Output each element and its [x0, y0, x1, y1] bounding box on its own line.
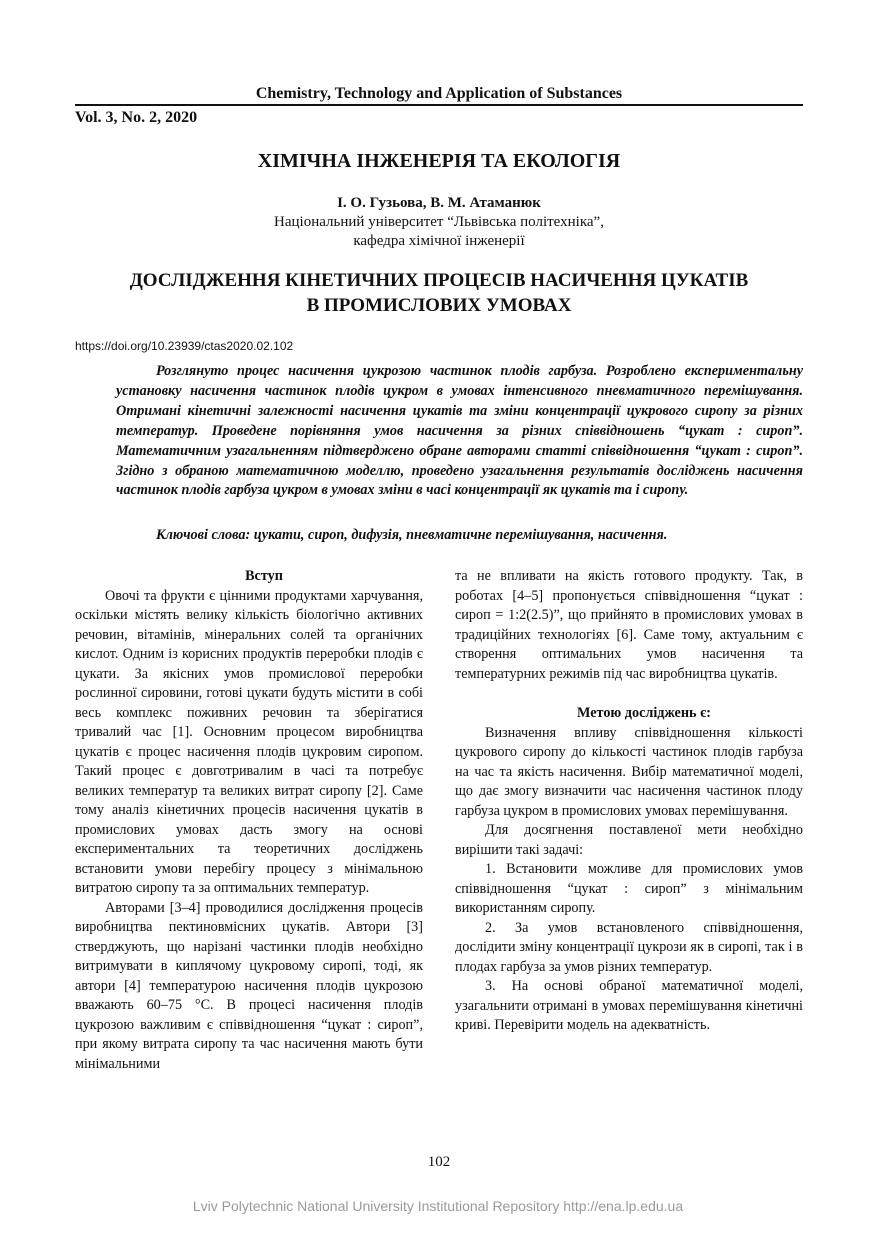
affiliation-line-2: кафедра хімічної інженерії: [353, 233, 525, 249]
repository-footer[interactable]: Lviv Polytechnic National University Institutional Repository http://ena.lp.edu.ua: [192, 1198, 684, 1214]
aims-paragraph-2: Для досягнення поставленої мети необхідно вирішити такі задачі:: [455, 822, 803, 858]
intro-paragraph-3: та не впливати на якість готового продукту. Так, в роботах [4–5] пропонується співвідношення “цукат : сироп = 1:2(2.5)”, що прийнято в промислових умовах в традиційних технологіях [6]. Саме тому, актуальним є створення оптимальних умов насичення та температурних режимів під час виробництва цукатів.: [455, 568, 803, 682]
aims-task-3: 3. На основі обраної математичної моделі, узагальнити отримані в умовах перемішування кінетичні криві. Перевірити модель на адекватність.: [455, 978, 803, 1033]
section-title: ХІМІЧНА ІНЖЕНЕРІЯ ТА ЕКОЛОГІЯ: [257, 150, 621, 172]
doi-link[interactable]: https://doi.org/10.23939/ctas2020.02.102: [75, 339, 294, 353]
journal-title: Chemistry, Technology and Application of Substances: [255, 85, 623, 102]
intro-paragraph-1: Овочі та фрукти є цінними продуктами харчування, оскільки містять велику кількість біологічно активних речовин, вітамінів, мінеральних солей та органічних кислот. Одним із корисних продуктів переробки плодів є цукати. За якісних умов промислової переробки рослинної сировини, готові цукати будуть містити в собі весь комплекс поживних речовин та зберігатися тривалий час [1]. Основним процесом виробництва цукатів є процес насичення плодів цукровим сиропом. Такий процес є довготривалим в часі та потребує великих температур та великих витрат сиропу [2]. Саме тому аналіз кінетичних процесів насичення цукатів в промислових умовах дасть змогу на основі експериментальних та теоретичних досліджень встановити умови перебігу процесу з мінімальною витратою сиропу та за оптимальних температур.: [75, 587, 423, 896]
page-number: 102: [427, 1154, 451, 1170]
affiliation: [75, 213, 803, 251]
volume-info: Vol. 3, No. 2, 2020: [75, 109, 198, 126]
aims-heading: Метою досліджень є:: [577, 705, 711, 721]
paper-title-line-2: В ПРОМИСЛОВИХ УМОВАХ: [306, 295, 572, 316]
left-column: [75, 567, 423, 1074]
keywords: Ключові слова: цукати, сироп, дифузія, пневматичне перемішування, насичення.: [156, 527, 668, 543]
right-column: [455, 567, 803, 1036]
aims-paragraph-1: Визначення впливу співвідношення кількості цукрового сиропу до кількості частинок плодів гарбуза на час та якість насичення. Вибір математичної моделі, що дає змогу визначити час насичення частинок плоду гарбуза цукром в промислових умовах перемішування.: [455, 724, 803, 819]
affiliation-line-1: Національний університет “Львівська політехніка”,: [274, 214, 604, 230]
header-rule: [75, 104, 803, 106]
aims-task-2: 2. За умов встановленого співвідношення, дослідити зміну концентрації цукрози як в сиропі, так і в плодах гарбуза за умов різних температур.: [455, 919, 803, 975]
aims-task-1: 1. Встановити можливе для промислових умов співвідношення “цукат : сироп” з мінімальним використанням сиропу.: [455, 861, 803, 916]
authors: І. О. Гузьова, В. М. Атаманюк: [337, 195, 541, 211]
abstract: [116, 362, 803, 501]
paper-title: [75, 268, 803, 318]
intro-paragraph-2: Авторами [3–4] проводилися дослідження процесів виробництва пектиновмісних цукатів. Автори [3] стверджують, що нарізані частинки плодів необхідно витримувати в киплячому цукровому сиропі, тоді, як автори [4] температурою насичення плодів цукрозою вважають 60–75 °С. В процесі насичення плодів цукрозою важливим є співвідношення “цукат : сироп”, при якому витрата сиропу та час насичення мають бути мінімальними: [75, 899, 423, 1072]
paper-title-line-1: ДОСЛІДЖЕННЯ КІНЕТИЧНИХ ПРОЦЕСІВ НАСИЧЕННЯ ЦУКАТІВ: [129, 270, 749, 291]
intro-heading: Вступ: [245, 568, 283, 584]
abstract-text: Розглянуто процес насичення цукрозою частинок плодів гарбуза. Розроблено експериментальну установку насичення частинок плодів цукром в умовах інтенсивного пневматичного перемішування. Отримані кінетичні залежності насичення цукатів та зміни концентрації цукрового сиропу за різних температур. Проведене порівняння умов насичення за різних співвідношень “цукат : сироп”. Математичним узагальненням підтверджено обране авторами статті співвідношення “цукат : сироп”. Згідно з обраною математичною моделлю, проведено узагальнення результатів досліджень насичення частинок плодів гарбуза цукром в умовах зміни в часі концентрації як цукатів та і сиропу.: [116, 363, 803, 499]
